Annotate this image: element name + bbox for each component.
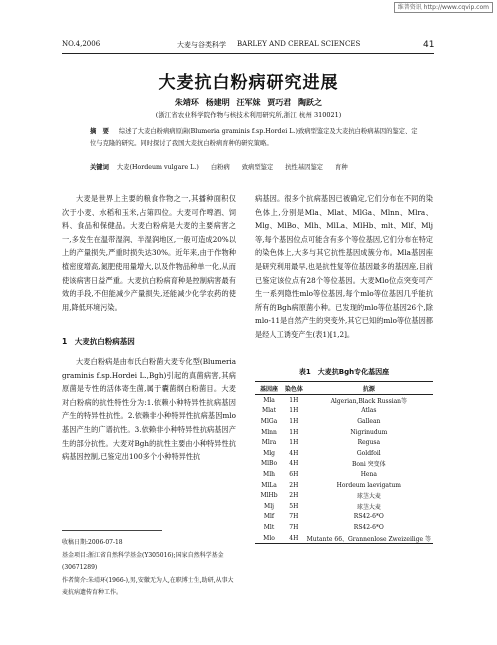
footnote-divider: [62, 530, 162, 531]
table-row: [255, 416, 433, 427]
table-cell-chromosome: 1H: [289, 428, 299, 436]
table-cell-chromosome: 1H: [289, 407, 299, 415]
section-paragraph: 大麦白粉病是由布氏白粉菌大麦专化型(Blumeria graminis f.sp.Hordei L.,Bgh)引起的真菌病害,其病原菌是专性的活体寄生菌,属于囊菌纲白粉菌目。大麦对白粉病的抗性特性分为:1.依赖小种特异性抗病基因产生的特异性抗性。2.依赖非小种特异性抗病基因mlo基因产生的广谱抗性。3.依赖非小种特异性抗病基因产生的部分抗性。大麦对Bgh的抗性主要由小种特异性抗病基因控制,已鉴定出100多个小种特异性抗: [62, 357, 236, 462]
table-row: [255, 448, 433, 459]
table-cell-chromosome: 5H: [289, 502, 299, 510]
table-row: [255, 427, 433, 438]
table-cell-chromosome: 4H: [283, 533, 305, 544]
table-row: [255, 459, 433, 470]
table-cell-source: Hena: [360, 470, 377, 478]
article-title: 大麦抗白粉病研究进展: [158, 73, 339, 93]
table-cell-source: Atlas: [361, 407, 377, 415]
table-cell-chromosome: 1H: [289, 417, 299, 425]
table-row: [255, 501, 433, 512]
table-cell-source: RS42-6*O: [353, 523, 384, 531]
table-header-chromosome: 染色体: [283, 382, 305, 395]
table-cell-source: 球茎大麦: [356, 503, 381, 511]
table-cell-chromosome: 7H: [289, 523, 299, 531]
page-number: 41: [423, 40, 435, 50]
table-header-locus: 基因座: [255, 382, 283, 395]
affiliation: (浙江省农业科学院作物与核技术利用研究所,浙江 杭州 310021): [155, 111, 342, 119]
table-cell-locus: Mlg: [263, 449, 275, 457]
table-cell-source: Nigrinudum: [350, 428, 388, 436]
table-cell-source: Regusa: [357, 439, 381, 447]
table-cell-locus: MlGa: [260, 417, 278, 425]
table-cell-locus: Mlra: [261, 439, 277, 447]
table-cell-locus: Mlh: [263, 470, 275, 478]
table-cell-locus: MlBo: [260, 460, 278, 468]
table-cell-chromosome: 4H: [289, 460, 299, 468]
section-body-column: [62, 355, 236, 464]
table-cell-source: 球茎大麦: [356, 493, 381, 501]
table-row: [255, 533, 433, 544]
table-cell-chromosome: 2H: [289, 492, 299, 500]
abstract: [90, 126, 420, 150]
footnote-author: 作者简介:朱靖环(1966-),男,安徽无为人,在职博士生,助研,从事大麦抗病遗传育种工作。: [62, 576, 234, 596]
table-row: [255, 522, 433, 533]
intro-column: [62, 192, 236, 314]
intro-paragraph: 大麦是世界上主要的粮食作物之一,其播种面积仅次于小麦、水稻和玉米,占第四位。大麦可作啤酒、饲料、食品和保健品。大麦白粉病是大麦的主要病害之一,多发生在温带湿润、半湿润地区,一般可造成20%以上的产量损失,严重时损失达30%。近年来,由于作物种植密度增高,氮肥使用量增大,以及作物品种单一化,从而使该病害日益严重。大麦抗白粉病育种是控制病害最有效的手段,不但能减少产量损失,还能减少化学农药的使用,降低环境污染。: [62, 194, 236, 312]
table-cell-locus: Mla: [263, 396, 275, 404]
abstract-text: 综述了大麦白粉病病原菌(Blumeria graminis f.sp.Hordei L.)致病型鉴定及大麦抗白粉病基因的鉴定、定位与克隆的研究。同时探讨了我国大麦抗白粉病育种的研究策略。: [90, 128, 418, 147]
table-row: [255, 480, 433, 491]
table-cell-source: Mutante 66、Grannenlose Zweizeilige 等: [305, 533, 433, 544]
table-cell-chromosome: 1H: [289, 396, 299, 404]
keywords-label: 关键词: [90, 164, 109, 171]
keyword-item: 育种: [335, 164, 348, 171]
table-cell-chromosome: 6H: [289, 470, 299, 478]
table-cell-locus: MlLa: [261, 481, 277, 489]
gene-locus-table: [255, 381, 433, 544]
author-list: 朱靖环 杨建明 汪军妹 贾巧君 陶跃之: [174, 97, 323, 107]
table-row: [255, 406, 433, 417]
keyword-item: 大麦(Hordeum vulgare L.): [116, 164, 199, 171]
section-heading: 1 大麦抗白粉病基因: [62, 337, 135, 346]
table-cell-chromosome: 2H: [289, 481, 299, 489]
running-header: [62, 40, 435, 52]
table-cell-source: Gallean: [357, 417, 381, 425]
table-row: [255, 395, 433, 406]
table-cell-source: RS42-6*O: [353, 513, 384, 521]
table-cell-source: Hordeum laevigatum: [336, 481, 401, 489]
abstract-label: 摘 要: [90, 128, 109, 135]
table-cell-source: Algerian,Black Russian等: [330, 397, 408, 405]
table-cell-chromosome: 1H: [289, 439, 299, 447]
keyword-item: 白粉病: [210, 164, 230, 171]
right-paragraph: 病基因。很多个抗病基因已被确定,它们分布在不同的染色体上,分别是Mla、Mlat、MlGa、Mlnn、Mlra、Mlg、MlBo、Mlh、MlLa、MlHb、mlt、Mlf、Mlj等,每个基因位点可能含有多个等位基因,它们分布在特定的染色体上,大多与其它抗性基因成簇分布。Mla基因座是研究利用最早,也是抗性复等位基因最多的基因座,目前已鉴定该位点有28个等位基因。大麦Mlo位点突变可产生一系列隐性mlo等位基因,每个mlo等位基因几乎能抗所有的Bgh病原菌小种。已发现的mlo等位基因26个,除mlo-11是自然产生的突变外,其它已知的mlo等位基因都是经人工诱变产生(表1)[1,2]。: [255, 194, 433, 339]
journal-name: 大麦与谷类科学: [177, 41, 226, 49]
footnote-funding: 基金项目:浙江省自然科学基金(Y305016);国家自然科学基金(30671289): [62, 551, 224, 571]
footnotes: [62, 537, 238, 600]
table-cell-source: Goldfoil: [356, 449, 381, 457]
table-cell-locus: Mlat: [261, 407, 277, 415]
table-cell-locus: Mlt: [263, 523, 275, 531]
table-cell-locus: Mlj: [264, 502, 274, 510]
table-header-row: [255, 382, 433, 395]
table-row: [255, 490, 433, 501]
watermark-stamp: 维普资讯 http://www.cqvip.com: [394, 2, 493, 13]
table-cell-locus: Mlo: [255, 533, 283, 544]
table-cell-source: Boni 突变体: [351, 461, 386, 469]
table-caption: 表1 大麦抗Bgh专化基因座: [298, 368, 390, 376]
table-row: [255, 469, 433, 480]
table-cell-locus: MlHb: [260, 492, 278, 500]
right-column: [255, 192, 433, 342]
issue-number: NO.4,2006: [62, 40, 101, 48]
keywords: [90, 162, 430, 171]
table-cell-locus: Mlf: [263, 513, 275, 521]
journal-name-english: BARLEY AND CEREAL SCIENCES: [237, 40, 361, 48]
header-divider: [62, 53, 434, 54]
table-header-source: 抗源: [305, 382, 433, 395]
keyword-item: 抗性基因鉴定: [285, 164, 324, 171]
table-cell-locus: Mlnn: [261, 428, 277, 436]
table-row: [255, 512, 433, 523]
table-cell-chromosome: 4H: [289, 449, 299, 457]
table-row: [255, 437, 433, 448]
table-cell-chromosome: 7H: [289, 513, 299, 521]
keyword-item: 致病型鉴定: [241, 164, 274, 171]
footnote-received: 收稿日期:2006-07-18: [62, 539, 123, 546]
